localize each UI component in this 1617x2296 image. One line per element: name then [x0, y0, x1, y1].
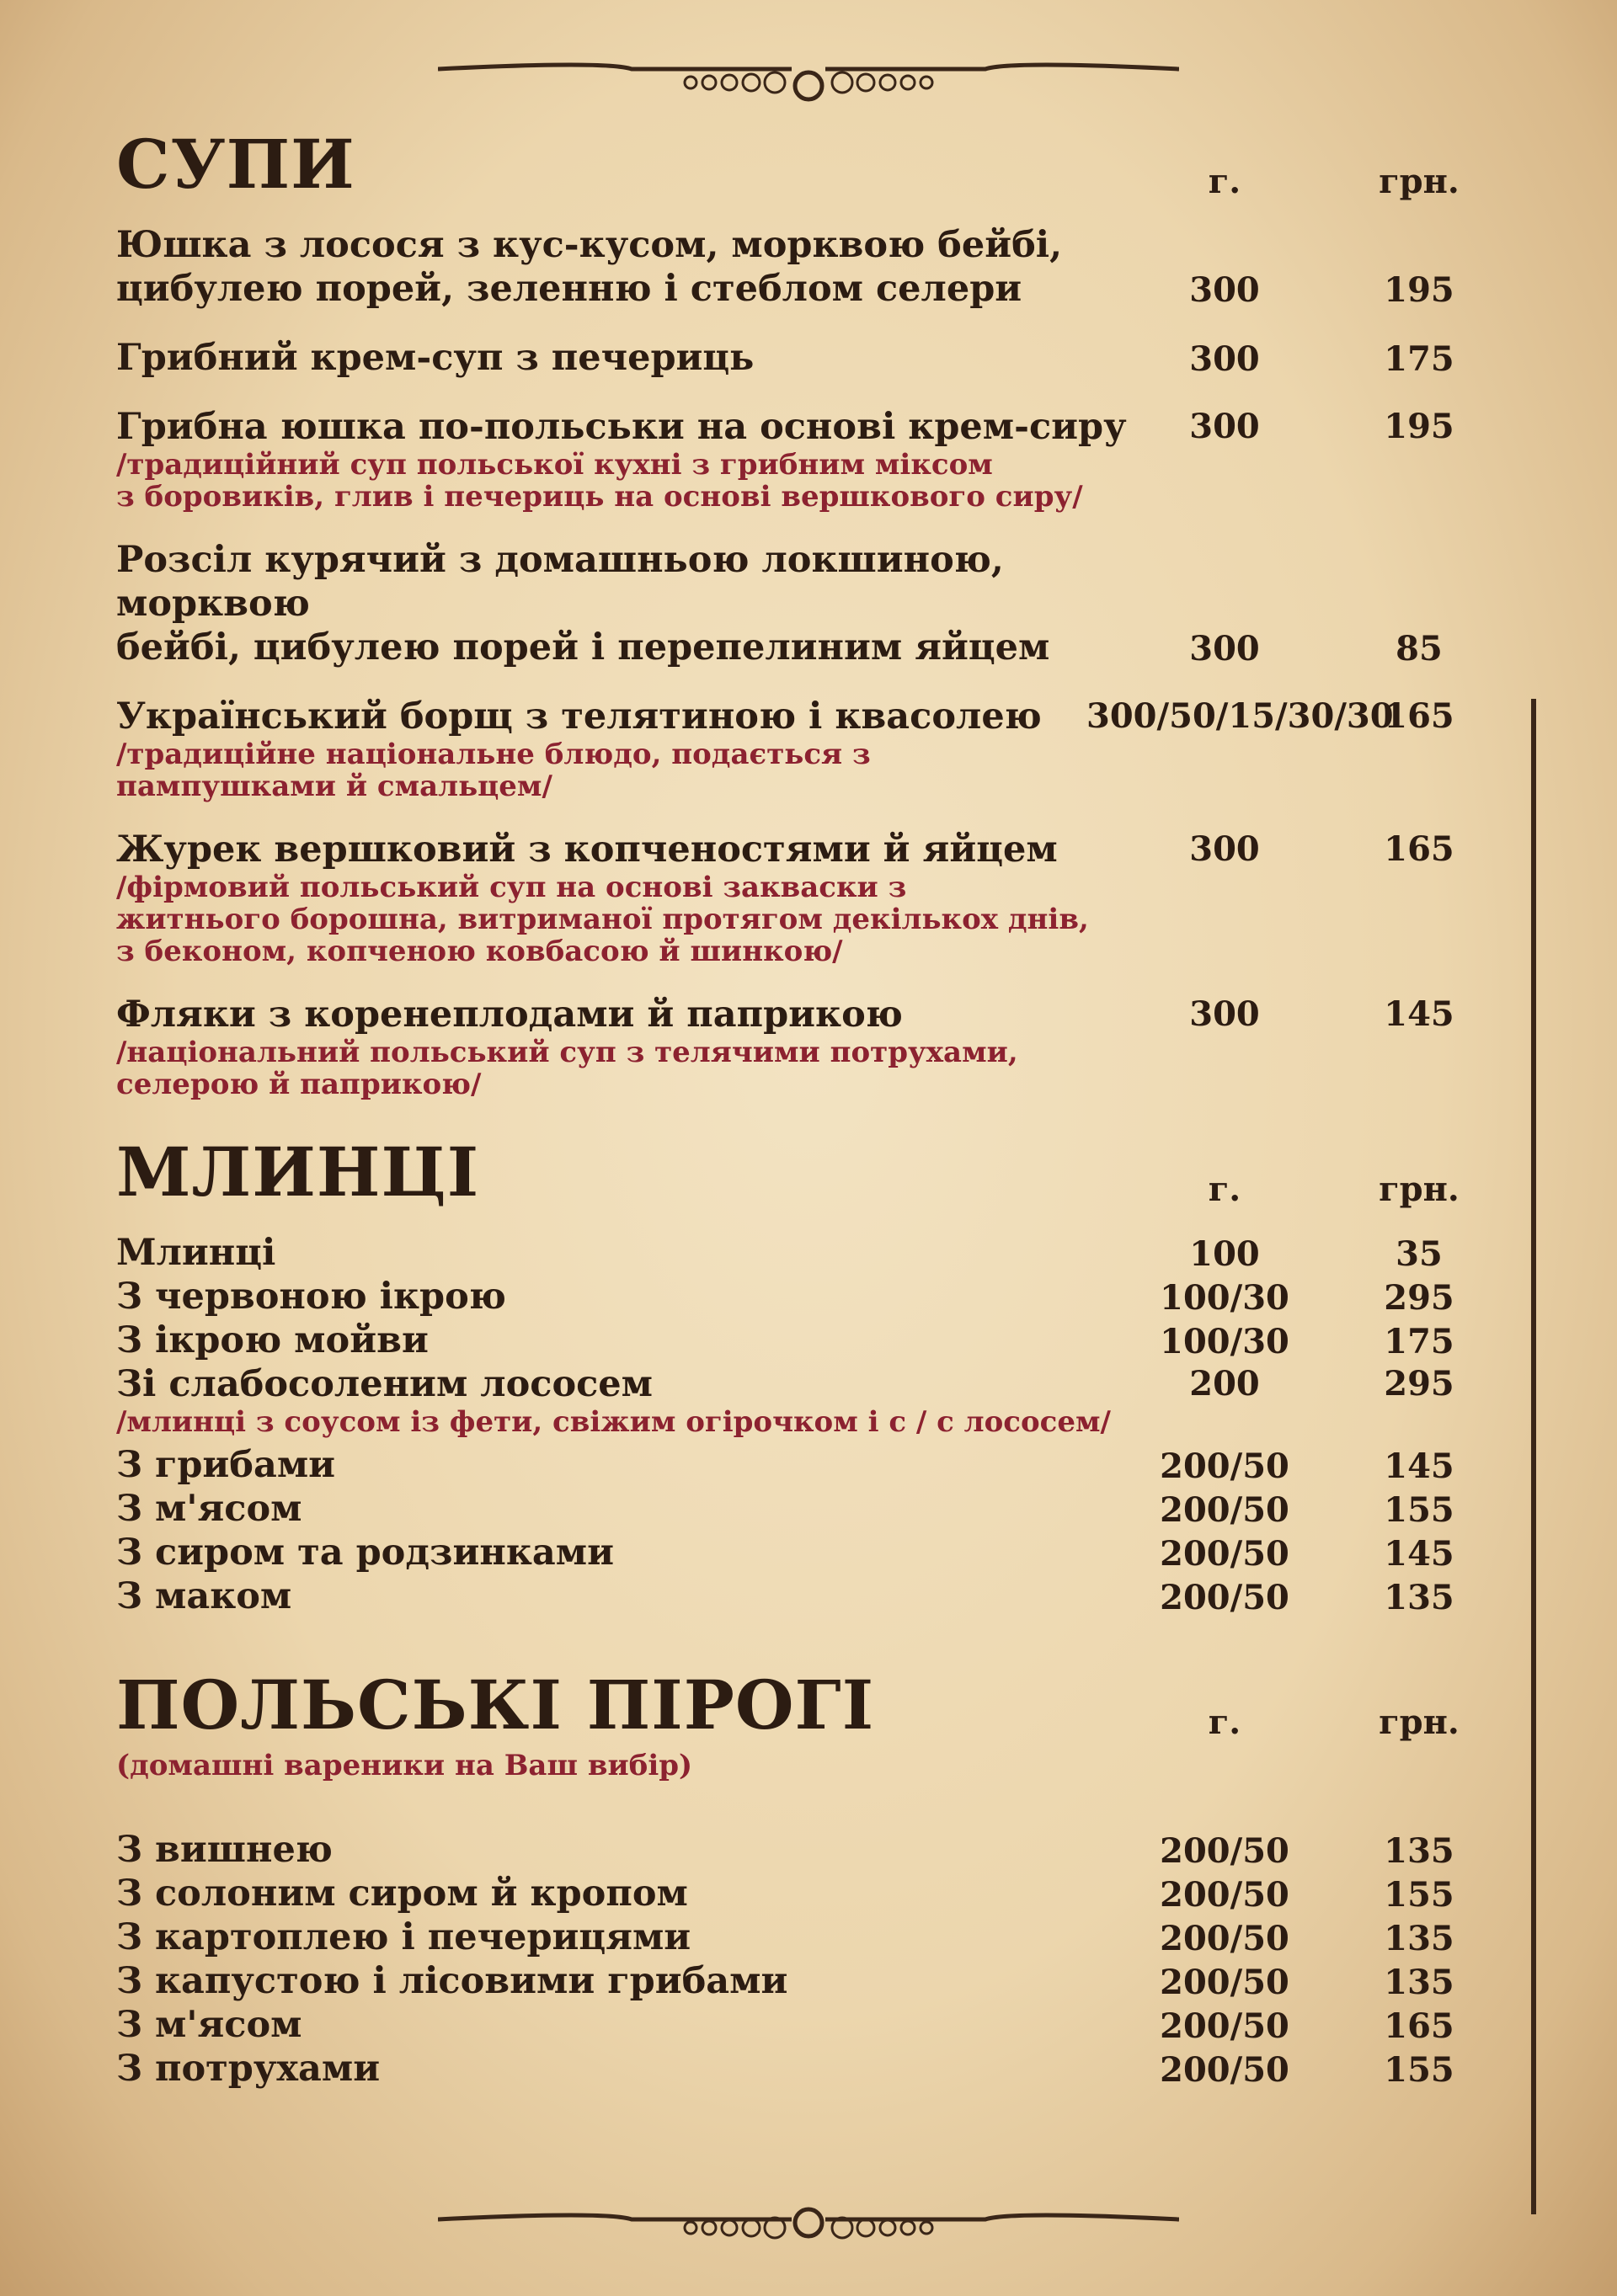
item-name: З сиром та родзинками — [116, 1532, 614, 1574]
item-price: 175 — [1384, 1322, 1454, 1361]
item-name: З червоною ікрою — [116, 1276, 506, 1318]
item-description: /традиційний суп польської кухні з грибним міксом з боровиків, глив і печериць на основі вершкового сиру/ — [116, 448, 1083, 514]
item-name: З грибами — [116, 1444, 336, 1486]
item-price: 135 — [1384, 1963, 1454, 2002]
menu-item — [116, 1959, 1481, 2003]
menu-item — [116, 1362, 1481, 1438]
menu-item — [116, 2047, 1481, 2091]
item-weight: 300 — [1189, 629, 1260, 669]
bottom-ornament-divider — [438, 2197, 1179, 2248]
item-weight: 300 — [1189, 339, 1260, 379]
item-weight: 200/50 — [1160, 1963, 1289, 2002]
section-blyntsi — [116, 1126, 1481, 1618]
item-name: Фляки з коренеплодами й паприкою — [116, 994, 903, 1036]
item-name: З м'ясом — [116, 2004, 302, 2046]
section-header — [116, 1659, 1481, 1764]
item-name: З ікрою мойви — [116, 1319, 429, 1361]
item-price: 135 — [1384, 1919, 1454, 1958]
top-ornament-divider — [438, 57, 1179, 108]
item-price: 155 — [1384, 2050, 1454, 2090]
item-weight: 200/50 — [1160, 1578, 1289, 1617]
menu-item — [116, 1828, 1481, 1872]
section-soups — [116, 118, 1481, 1100]
item-price: 175 — [1384, 339, 1454, 379]
item-weight: 100/30 — [1160, 1322, 1289, 1361]
item-name: З капустою і лісовими грибами — [116, 1960, 788, 2002]
item-price: 295 — [1384, 1278, 1454, 1318]
section-title: МЛИНЦІ — [116, 1132, 480, 1212]
menu-item — [116, 2003, 1481, 2047]
item-name: Журек вершковий з копченостями й яйцем — [116, 828, 1058, 871]
item-description: /млинці з соусом із фети, свіжим огірочком і с / с лососем/ — [116, 1405, 1111, 1439]
menu-item — [116, 828, 1481, 967]
item-name: Український борщ з телятиною і квасолею — [116, 695, 1042, 738]
item-price: 295 — [1384, 1364, 1454, 1404]
item-price: 165 — [1384, 2006, 1454, 2046]
menu-item — [116, 1531, 1481, 1574]
item-weight: 200/50 — [1160, 1490, 1289, 1530]
item-weight: 200/50 — [1160, 1534, 1289, 1574]
item-name: Розсіл курячий з домашньою локшиною, морквою бейбі, цибулею порей і перепелиним яйцем — [116, 539, 1050, 669]
item-name: З картоплею і печерицями — [116, 1916, 691, 1958]
item-name: Грибний крем-суп з печериць — [116, 337, 755, 379]
weight-column-header: г. — [1208, 1702, 1241, 1742]
item-name: З вишнею — [116, 1829, 333, 1871]
item-weight: 300/50/15/30/30 — [1086, 696, 1394, 736]
item-price: 35 — [1396, 1234, 1443, 1274]
section-title: СУПИ — [116, 125, 355, 204]
item-price: 165 — [1384, 829, 1454, 869]
item-name: З м'ясом — [116, 1488, 302, 1530]
price-column-header: грн. — [1379, 1169, 1460, 1209]
item-price: 165 — [1384, 696, 1454, 736]
weight-column-header: г. — [1208, 1169, 1241, 1209]
item-name: З солоним сиром й кропом — [116, 1872, 688, 1915]
item-price: 145 — [1384, 994, 1454, 1034]
item-name: З маком — [116, 1575, 292, 1617]
item-price: 145 — [1384, 1446, 1454, 1486]
item-weight: 200/50 — [1160, 1446, 1289, 1486]
menu-item — [116, 405, 1481, 513]
item-name: Юшка з лосося з кус-кусом, морквою бейбі, цибулею порей, зеленню і стеблом селери — [116, 224, 1063, 310]
item-price: 195 — [1384, 270, 1454, 310]
item-weight: 300 — [1189, 270, 1260, 310]
item-weight: 200 — [1189, 1364, 1260, 1404]
item-price: 155 — [1384, 1490, 1454, 1530]
item-name: Зі слабосоленим лососем — [116, 1363, 654, 1405]
item-weight: 300 — [1189, 994, 1260, 1034]
menu-content — [116, 118, 1481, 2091]
item-weight: 200/50 — [1160, 1875, 1289, 1915]
section-header — [116, 1126, 1481, 1231]
section-header — [116, 118, 1481, 223]
weight-column-header: г. — [1208, 162, 1241, 201]
item-description: /національний польський суп з телячими потрухами, селерою й паприкою/ — [116, 1036, 1018, 1101]
menu-item — [116, 538, 1481, 669]
item-price: 135 — [1384, 1831, 1454, 1871]
item-weight: 200/50 — [1160, 1919, 1289, 1958]
right-side-rule — [1531, 699, 1536, 2214]
menu-item — [116, 336, 1481, 380]
item-weight: 300 — [1189, 407, 1260, 446]
item-weight: 200/50 — [1160, 2006, 1289, 2046]
menu-item — [116, 1574, 1481, 1618]
menu-item — [116, 1318, 1481, 1362]
item-name: З потрухами — [116, 2048, 381, 2090]
price-column-header: грн. — [1379, 1702, 1460, 1742]
menu-item — [116, 1443, 1481, 1487]
item-weight: 200/50 — [1160, 1831, 1289, 1871]
section-pierogi — [116, 1659, 1481, 2091]
menu-item — [116, 223, 1481, 311]
menu-item — [116, 1915, 1481, 1959]
item-price: 195 — [1384, 407, 1454, 446]
item-weight: 100/30 — [1160, 1278, 1289, 1318]
menu-item — [116, 695, 1481, 802]
section-subtitle: (домашні вареники на Ваш вибір) — [116, 1749, 693, 1782]
price-column-header: грн. — [1379, 162, 1460, 201]
section-title: ПОЛЬСЬКІ ПІРОГІ — [116, 1665, 875, 1745]
item-name: Грибна юшка по-польськи на основі крем-сиру — [116, 406, 1127, 448]
item-weight: 200/50 — [1160, 2050, 1289, 2090]
item-name: Млинці — [116, 1232, 276, 1274]
menu-item — [116, 1487, 1481, 1531]
item-price: 85 — [1396, 629, 1443, 669]
item-weight: 100 — [1189, 1234, 1260, 1274]
item-description: /фірмовий польський суп на основі закваски з житнього борошна, витриманої протягом декількох днів, з беконом, копченою ковбасою й шинкою/ — [116, 871, 1089, 968]
item-price: 135 — [1384, 1578, 1454, 1617]
item-price: 155 — [1384, 1875, 1454, 1915]
item-price: 145 — [1384, 1534, 1454, 1574]
menu-item — [116, 1231, 1481, 1275]
menu-item — [116, 993, 1481, 1100]
item-description: /традиційне національне блюдо, подається з пампушками й смальцем/ — [116, 738, 871, 803]
item-weight: 300 — [1189, 829, 1260, 869]
menu-item — [116, 1872, 1481, 1915]
menu-item — [116, 1275, 1481, 1318]
